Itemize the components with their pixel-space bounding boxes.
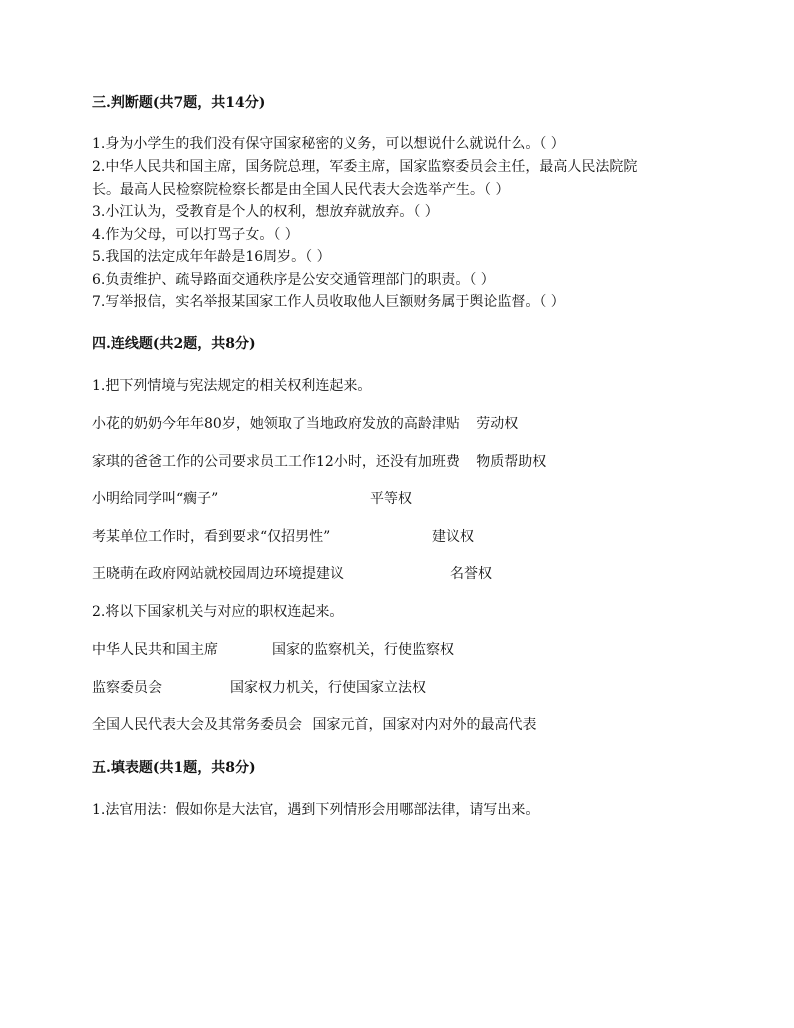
judge-item-6: 6.负责维护、疏导路面交通秩序是公安交通管理部门的职责。（ ） xyxy=(92,272,495,288)
match-row-4-right: 建议权 xyxy=(432,529,474,545)
section-3-heading: 三.判断题(共7题，共14分) xyxy=(92,95,266,111)
judge-item-1: 1.身为小学生的我们没有保守国家秘密的义务，可以想说什么就说什么。（ ） xyxy=(92,136,565,152)
match-left: 家琪的爸爸工作的公司要求员工工作12小时，还没有加班费 xyxy=(92,454,460,470)
section-5-heading: 五.填表题(共1题，共8分) xyxy=(92,760,256,776)
organ-right: 国家元首，国家对内对外的最高代表 xyxy=(312,717,537,733)
table-question-1: 1.法官用法：假如你是大法官，遇到下列情形会用哪部法律，请写出来。 xyxy=(92,802,540,818)
judge-item-2-cont: 长。最高人民检察院检察长都是由全国人民代表大会选举产生。（ ） xyxy=(92,182,510,198)
match-right: 劳动权 xyxy=(476,416,519,432)
match-row-1 xyxy=(92,415,518,433)
judge-item-7: 7.写举报信，实名举报某国家工作人员收取他人巨额财务属于舆论监督。（ ） xyxy=(92,294,565,310)
match-row-2 xyxy=(92,453,546,471)
match-row-3-right: 平等权 xyxy=(370,491,412,507)
judge-item-5: 5.我国的法定成年年龄是16周岁。（ ） xyxy=(92,249,331,265)
section-4-heading: 四.连线题(共2题，共8分) xyxy=(92,336,256,352)
match-question-2: 2.将以下国家机关与对应的职权连起来。 xyxy=(92,604,344,620)
organ-row-2-left: 监察委员会 xyxy=(92,680,162,696)
organ-row-3 xyxy=(92,716,536,734)
match-right: 物质帮助权 xyxy=(476,454,547,470)
judge-item-3: 3.小江认为，受教育是个人的权利，想放弃就放弃。（ ） xyxy=(92,204,439,220)
match-row-4-left: 考某单位工作时，看到要求“仅招男性” xyxy=(92,529,331,545)
organ-row-2-right: 国家权力机关，行使国家立法权 xyxy=(230,680,426,696)
match-left: 小花的奶奶今年年80岁，她领取了当地政府发放的高龄津贴 xyxy=(92,416,460,432)
organ-row-1-right: 国家的监察机关，行使监察权 xyxy=(272,642,454,658)
organ-row-1-left: 中华人民共和国主席 xyxy=(92,642,218,658)
judge-item-2: 2.中华人民共和国主席，国务院总理，军委主席，国家监察委员会主任，最高人民法院院 xyxy=(92,159,638,175)
judge-item-4: 4.作为父母，可以打骂子女。（ ） xyxy=(92,227,299,243)
match-row-5-left: 王晓萌在政府网站就校园周边环境提建议 xyxy=(92,566,344,582)
match-row-3-left: 小明给同学叫“瘸子” xyxy=(92,491,219,507)
match-row-5-right: 名誉权 xyxy=(450,566,492,582)
match-question-1: 1.把下列情境与宪法规定的相关权利连起来。 xyxy=(92,378,372,394)
organ-left: 全国人民代表大会及其常务委员会 xyxy=(92,717,302,733)
